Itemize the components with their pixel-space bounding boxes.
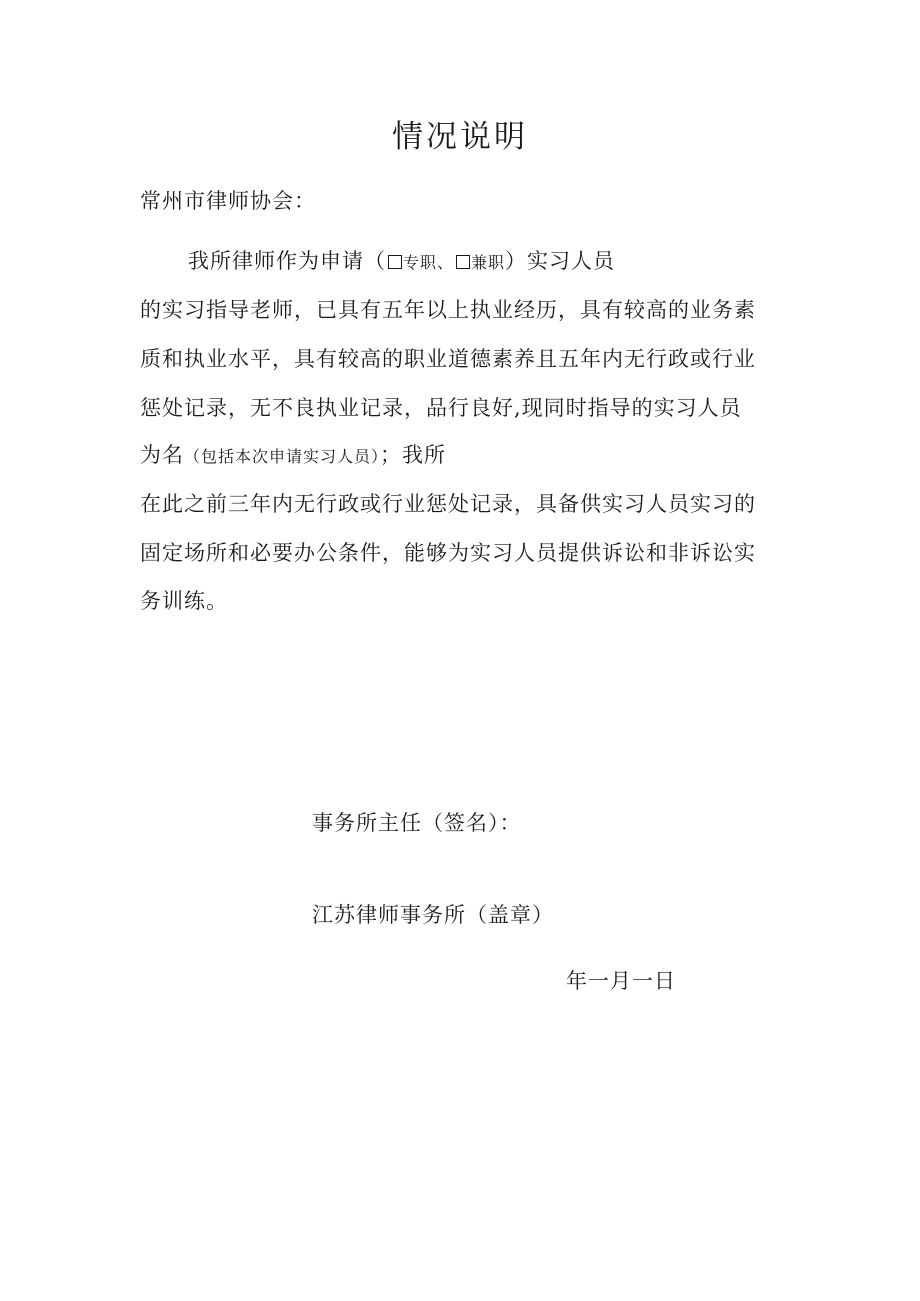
- application-trail: 实习人员: [527, 249, 616, 273]
- para2-line-1: 在此之前三年内无行政或行业惩处记录，具备供实习人员实习的: [140, 492, 756, 516]
- count-prefix: 为名: [140, 443, 184, 467]
- director-signature: 事务所主任（签名）：: [312, 811, 522, 835]
- addressee: 常州市律师协会：: [140, 189, 316, 213]
- body-line-1: 的实习指导老师，已具有五年以上执业经历，具有较高的业务素: [140, 298, 756, 322]
- application-line: [188, 246, 615, 278]
- paren-close: ）: [505, 249, 528, 273]
- firm-seal: 江苏律师事务所（盖章）: [312, 903, 554, 927]
- parttime-checkbox[interactable]: [456, 255, 470, 269]
- count-line: [140, 440, 446, 472]
- document-date: 年一月一日: [566, 969, 676, 993]
- fulltime-label: 专职、: [403, 253, 455, 272]
- document-title: 情况说明: [392, 119, 528, 155]
- count-note: （包括本次申请实习人员）: [184, 447, 381, 466]
- para2-line-2: 固定场所和必要办公条件，能够为实习人员提供诉讼和非诉讼实: [140, 541, 756, 565]
- application-intro: 我所律师作为申请: [188, 249, 364, 273]
- paren-open: （: [364, 249, 386, 273]
- fulltime-checkbox[interactable]: [388, 255, 402, 269]
- para2-line-3: 务训练。: [140, 589, 228, 613]
- parttime-label: 兼职: [471, 253, 506, 272]
- body-line-2: 质和执业水平，具有较高的职业道德素养且五年内无行政或行业: [140, 347, 756, 371]
- body-line-3: 惩处记录，无不良执业记录，品行良好,现同时指导的实习人员: [140, 396, 742, 420]
- count-suffix: ；我所: [380, 443, 447, 467]
